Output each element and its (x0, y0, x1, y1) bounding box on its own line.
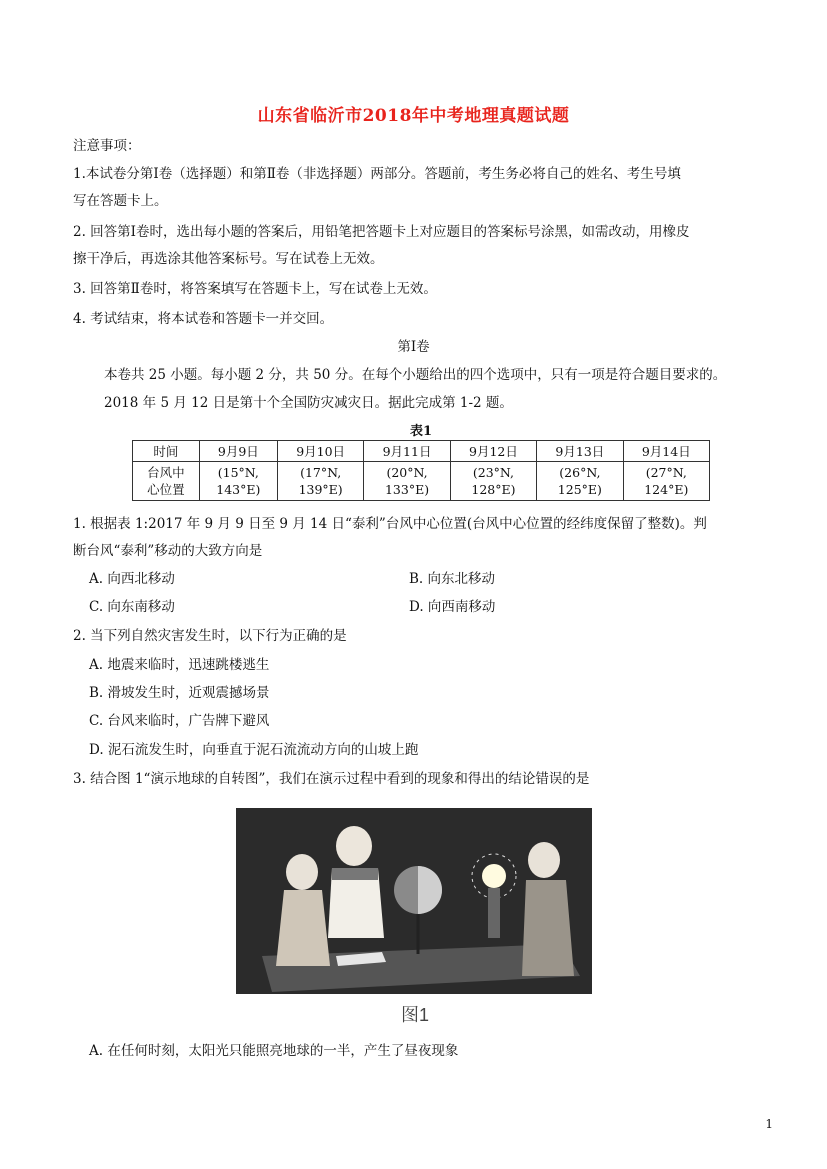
table-cell: 9月10日 (277, 441, 363, 462)
table-header-row (133, 441, 710, 462)
boy-head (336, 826, 372, 866)
figure-earth-rotation-demo (232, 806, 598, 1030)
boy-shirt-stripe (332, 868, 378, 880)
right-child-head (528, 842, 560, 878)
question-2-option-c: C. 台风来临时，广告牌下避风 (89, 713, 270, 729)
page-number: 1 (765, 1117, 773, 1131)
notice-heading: 注意事项： (73, 138, 141, 154)
notice-item-1-line-2: 写在答题卡上。 (73, 193, 168, 209)
table-cell: (27°N, 124°E) (623, 462, 709, 501)
table-cell: (17°N, 139°E) (277, 462, 363, 501)
question-1-option-b: B. 向东北移动 (409, 571, 496, 587)
section-heading: 第Ⅰ卷 (397, 339, 430, 355)
typhoon-table (132, 440, 710, 501)
table-cell: (23°N, 128°E) (450, 462, 536, 501)
question-1-line-1: 1. 根据表 1:2017 年 9 月 9 日至 9 月 14 日“泰利”台风中心位置(台风中心位置的经纬度保留了整数)。判 (73, 516, 707, 532)
question-2-option-b: B. 滑坡发生时，近观震撼场景 (89, 685, 270, 701)
question-1-option-d: D. 向西南移动 (409, 599, 496, 615)
notice-item-2-line-1: 2. 回答第Ⅰ卷时，选出每小题的答案后，用铅笔把答题卡上对应题目的答案标号涂黑，如需改动，用橡皮 (73, 224, 690, 240)
table-cell: 9月13日 (537, 441, 623, 462)
page-title: 山东省临沂市2018年中考地理真题试题 (257, 106, 570, 126)
table-cell: 时间 (133, 441, 200, 462)
notice-item-3: 3. 回答第Ⅱ卷时，将答案填写在答题卡上，写在试卷上无效。 (73, 281, 437, 297)
table-caption: 表1 (409, 424, 433, 439)
notice-item-4: 4. 考试结束，将本试卷和答题卡一并交回。 (73, 311, 334, 327)
question-3-stem: 3. 结合图 1“演示地球的自转图”，我们在演示过程中看到的现象和得出的结论错误的是 (73, 771, 590, 787)
notice-item-2-line-2: 擦干净后，再选涂其他答案标号。写在试卷上无效。 (73, 251, 384, 267)
table-cell: 9月14日 (623, 441, 709, 462)
lamp-stand (488, 888, 500, 938)
figure-illustration (232, 806, 598, 1030)
figure-caption: 图1 (400, 1005, 430, 1025)
table-cell: 9月9日 (199, 441, 277, 462)
section-context: 2018 年 5 月 12 日是第十个全国防灾减灾日。据此完成第 1-2 题。 (104, 395, 513, 411)
girl-head (286, 854, 318, 890)
question-1-option-a: A. 向西北移动 (89, 571, 175, 587)
table-cell: (26°N, 125°E) (537, 462, 623, 501)
table-cell: 9月12日 (450, 441, 536, 462)
right-child-body (522, 880, 574, 976)
question-1-option-c: C. 向东南移动 (89, 599, 175, 615)
question-3-option-a: A. 在任何时刻，太阳光只能照亮地球的一半，产生了昼夜现象 (89, 1043, 459, 1059)
question-2-option-d: D. 泥石流发生时，向垂直于泥石流流动方向的山坡上跑 (89, 742, 419, 758)
table-cell: 9月11日 (364, 441, 450, 462)
section-intro: 本卷共 25 小题。每小题 2 分，共 50 分。在每个小题给出的四个选项中，只有一项是符合题目要求的。 (104, 367, 727, 383)
table-row-label: 台风中 心位置 (133, 462, 200, 501)
table-cell: (20°N, 133°E) (364, 462, 450, 501)
question-2-option-a: A. 地震来临时，迅速跳楼逃生 (89, 657, 270, 673)
table-row (133, 462, 710, 501)
notice-item-1-line-1: 1.本试卷分第Ⅰ卷（选择题）和第Ⅱ卷（非选择题）两部分。答题前，考生务必将自己的姓名、考生号填 (73, 166, 681, 182)
question-2-stem: 2. 当下列自然灾害发生时，以下行为正确的是 (73, 628, 347, 644)
table-cell: (15°N, 143°E) (199, 462, 277, 501)
girl-body (276, 890, 330, 966)
question-1-line-2: 断台风“泰利”移动的大致方向是 (73, 543, 263, 559)
lamp-bulb (482, 864, 506, 888)
